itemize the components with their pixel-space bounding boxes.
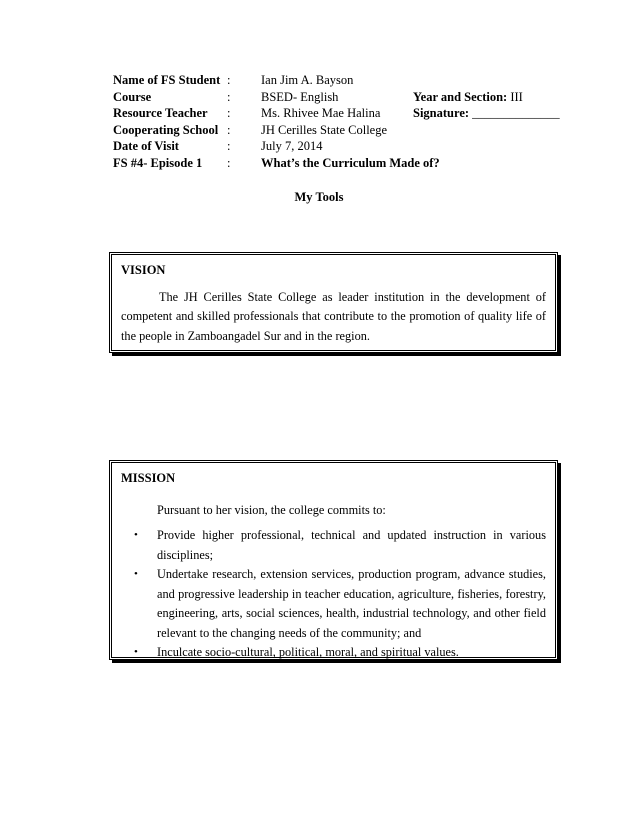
signature — [413, 105, 560, 122]
bullet-icon: • — [134, 529, 138, 541]
info-colon: : — [227, 122, 231, 137]
year-section-label: Year and Section: — [413, 89, 508, 104]
info-label: Name of FS Student — [113, 73, 221, 87]
list-item-text: Inculcate socio-cultural, political, moral, and spiritual values. — [157, 645, 459, 659]
vision-text: The JH Cerilles State College as leader institution in the development of competent and skilled professionals that contribute to the promotion of quality life of the people in Zamboangadel Sur and in the region. — [121, 289, 546, 343]
info-colon: : — [227, 89, 231, 104]
mission-heading: MISSION — [121, 471, 176, 485]
year-section-value: III — [510, 89, 523, 104]
info-value: JH Cerilles State College — [261, 122, 388, 137]
info-colon: : — [227, 73, 231, 87]
list-item — [121, 643, 546, 663]
info-colon: : — [227, 139, 231, 153]
list-item-text: Undertake research, extension services, production program, advance studies, and progressive leadership in teacher education, agriculture, fisheries, forestry, engineering, arts, social sciences, health, industrial technology, and other field relevant to the changing needs of the community; and — [157, 567, 546, 640]
vision-heading: VISION — [121, 263, 166, 277]
mission-box — [109, 460, 558, 660]
signature-line: ______________ — [472, 106, 560, 120]
info-label: Date of Visit — [113, 139, 179, 153]
list-item-text: Provide higher professional, technical and updated instruction in various disciplines; — [157, 528, 546, 562]
info-value: Ms. Rhivee Mae Halina — [261, 106, 381, 120]
info-label: FS #4- Episode 1 — [113, 155, 203, 170]
bullet-icon: • — [134, 568, 138, 580]
info-label: Course — [113, 89, 152, 104]
info-value: What’s the Curriculum Made of? — [261, 155, 440, 170]
vision-box — [109, 252, 558, 353]
info-label: Cooperating School — [113, 122, 219, 137]
mission-intro: Pursuant to her vision, the college commits to: — [157, 502, 386, 517]
info-value: Ian Jim A. Bayson — [261, 73, 354, 87]
info-label: Resource Teacher — [113, 106, 208, 120]
mission-list — [121, 526, 546, 663]
signature-label: Signature: — [413, 106, 470, 120]
info-colon: : — [227, 155, 231, 170]
info-value: July 7, 2014 — [261, 139, 323, 153]
info-value: BSED- English — [261, 89, 339, 104]
bullet-icon: • — [134, 646, 138, 658]
info-colon: : — [227, 106, 231, 120]
year-section — [413, 89, 523, 106]
list-item — [121, 526, 546, 565]
page-title: My Tools — [294, 190, 344, 204]
list-item — [121, 565, 546, 643]
